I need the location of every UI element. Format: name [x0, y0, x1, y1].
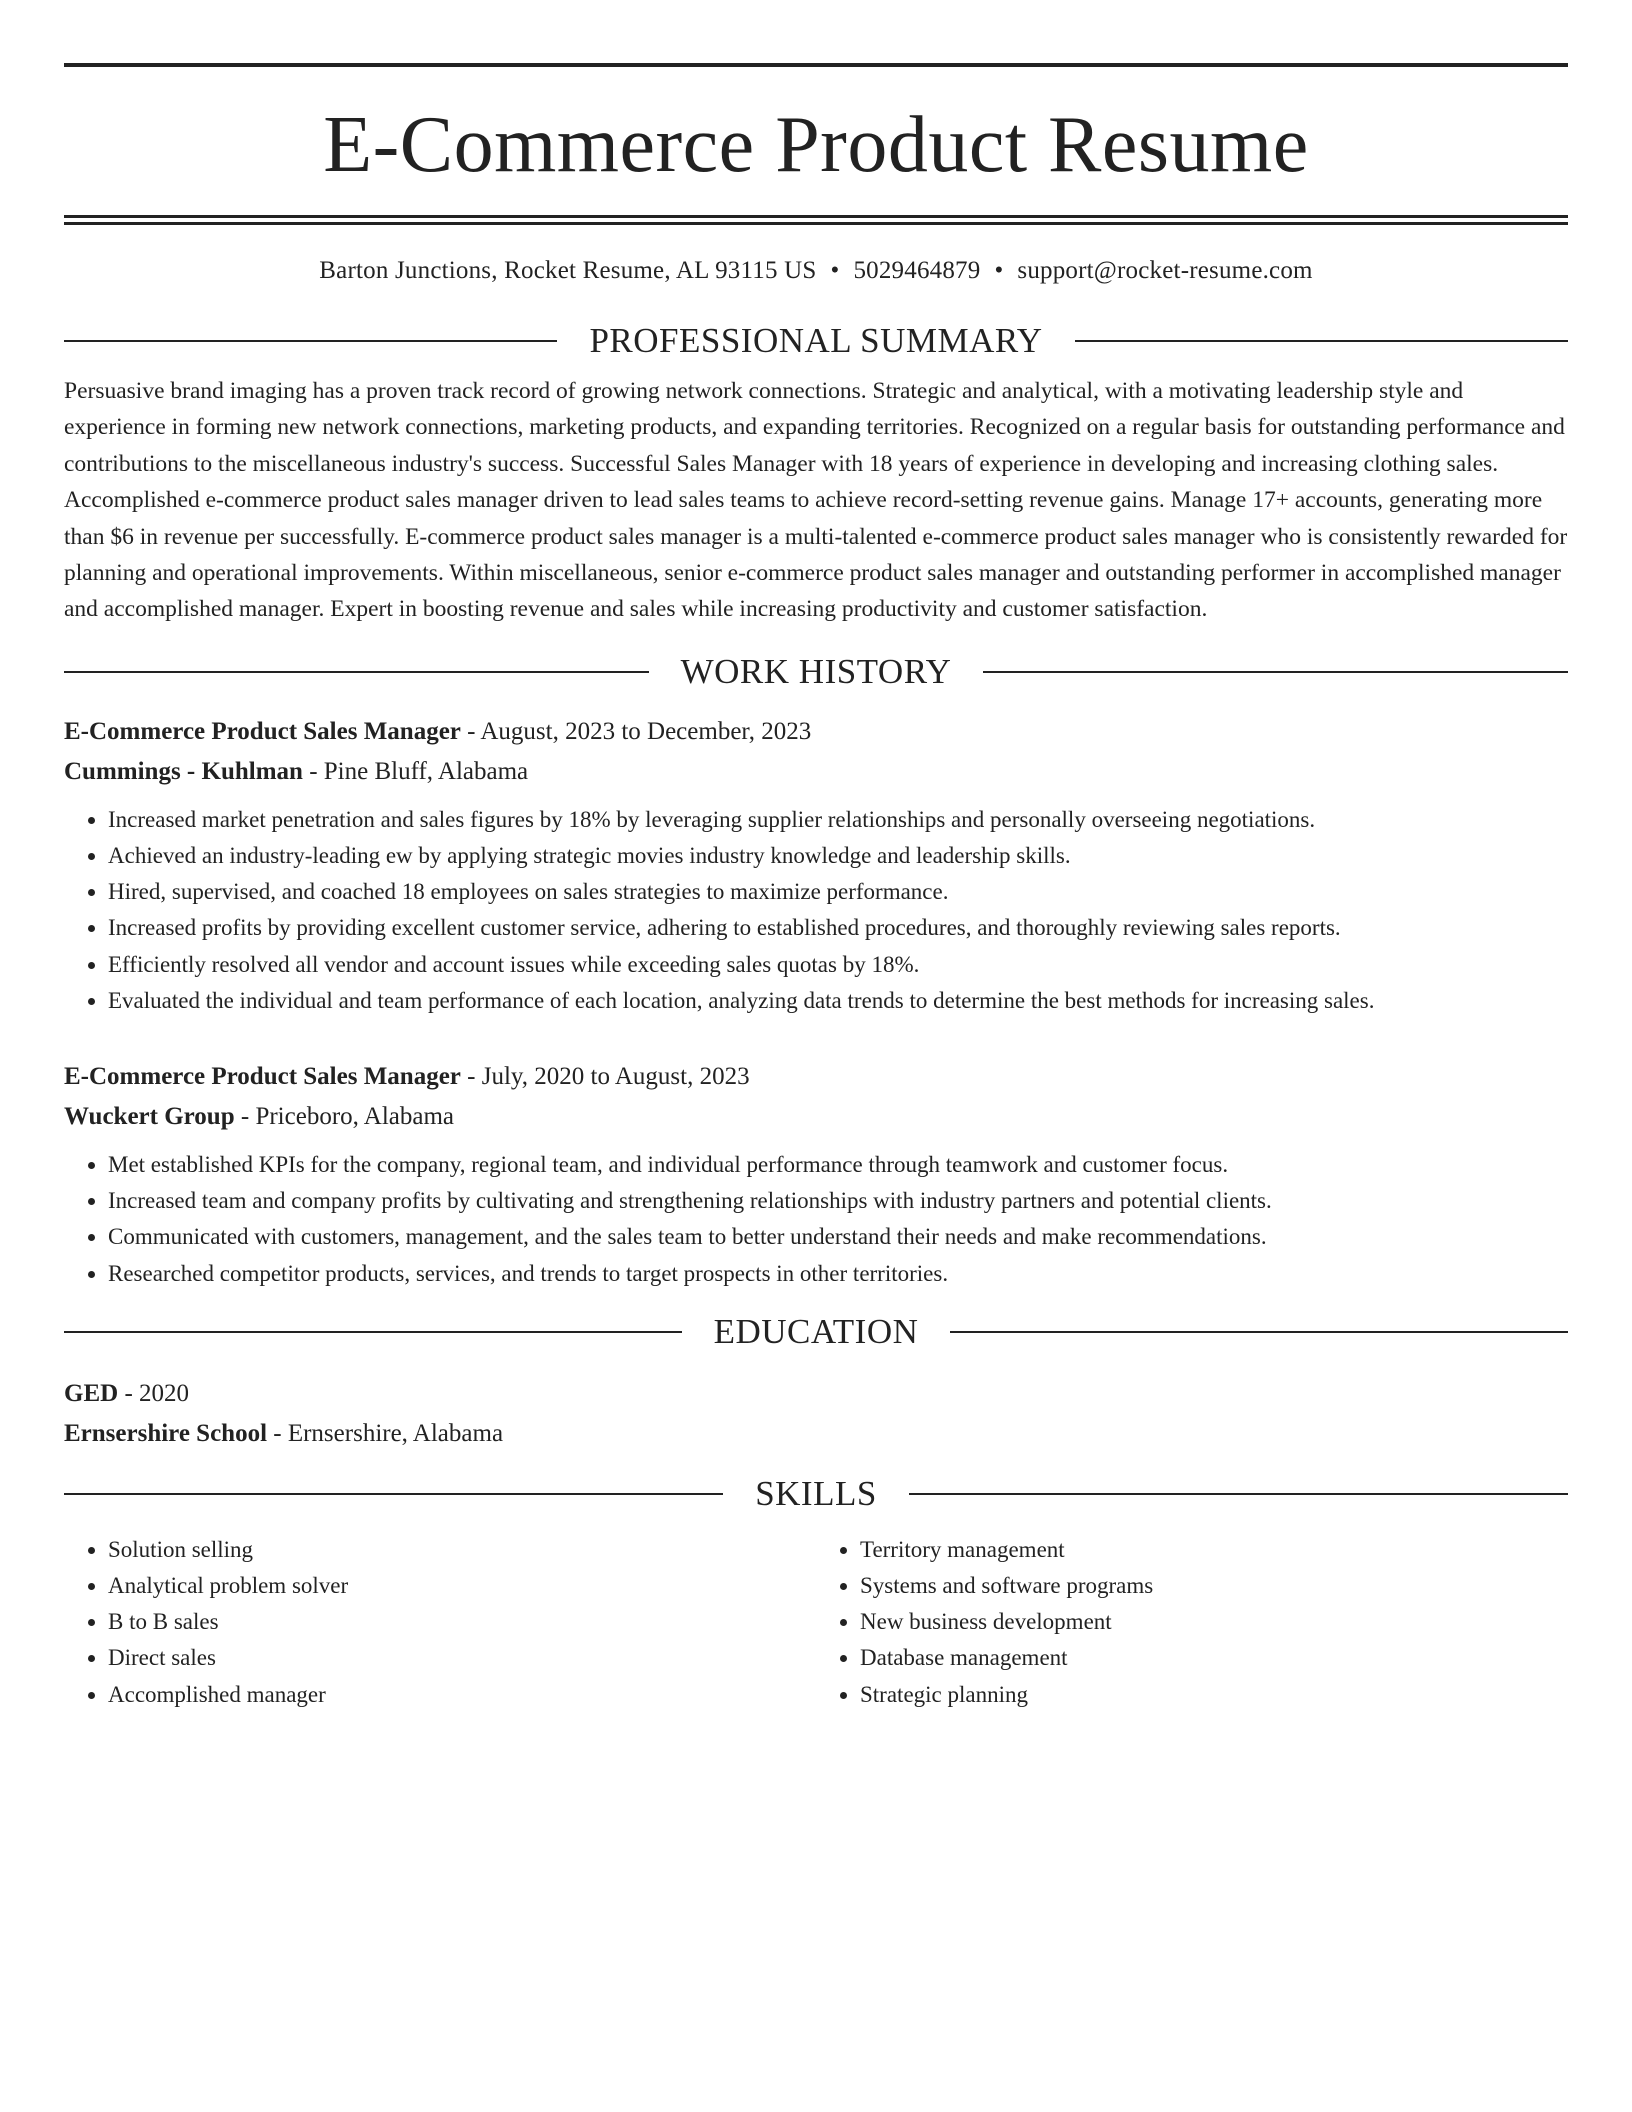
- heading-rule-right: [1075, 340, 1568, 342]
- work-heading: [64, 652, 1568, 692]
- job-dates: - August, 2023 to December, 2023: [460, 717, 812, 745]
- heading-rule-right: [950, 1331, 1568, 1333]
- skill-item: • Systems and software programs: [860, 1568, 1568, 1604]
- heading-rule-left: [64, 1331, 682, 1333]
- skill-item: • Accomplished manager: [108, 1677, 816, 1713]
- job-title-line: [64, 712, 1568, 752]
- skill-item: • Direct sales: [108, 1640, 816, 1676]
- skill-item: • Database management: [860, 1640, 1568, 1676]
- heading-rule-left: [64, 1493, 723, 1495]
- job-company: Wuckert Group: [64, 1103, 235, 1131]
- summary-text: Persuasive brand imaging has a proven track record of growing network connections. Strategic and analytical, with a motivating leadership style and experience in forming new network connections, marketing products, and expanding territories. Recognized on a regular basis for outstanding performance and contributions to the miscellaneous industry's success. Successful Sales Manager with 18 years of experience in developing and increasing clothing sales. Accomplished e-commerce product sales manager driven to lead sales teams to achieve record-setting revenue gains. Manage 17+ accounts, generating more than $6 in revenue per successfully. E-commerce product sales manager is a multi-talented e-commerce product sales manager who is consistently rewarded for planning and operational improvements. Within miscellaneous, senior e-commerce product sales manager and outstanding performer in accomplished manager and accomplished manager. Expert in boosting revenue and sales while increasing productivity and customer satisfaction.: [64, 378, 1568, 623]
- page-title: E-Commerce Product Resume: [323, 101, 1309, 189]
- education-location: - Ernsershire, Alabama: [267, 1419, 504, 1447]
- skills-column-left: [64, 1532, 816, 1713]
- job-bullet: • Hired, supervised, and coached 18 employees on sales strategies to maximize performance.: [108, 874, 1568, 910]
- job-bullet: • Communicated with customers, management, and the sales team to better understand their needs and make recommendations.: [108, 1219, 1568, 1255]
- contact-address: Barton Junctions, Rocket Resume, AL 93115 US: [319, 257, 817, 284]
- title-double-rule: [64, 215, 1568, 225]
- summary-heading-label: PROFESSIONAL SUMMARY: [589, 321, 1043, 360]
- job-bullets: [64, 802, 1568, 1019]
- education-degree: GED: [64, 1379, 119, 1407]
- heading-rule-right: [909, 1493, 1568, 1495]
- job-bullet: • Increased profits by providing excellent customer service, adhering to established procedures, and thoroughly reviewing sales reports.: [108, 910, 1568, 946]
- job-bullet: • Achieved an industry-leading ew by applying strategic movies industry knowledge and leadership skills.: [108, 838, 1568, 874]
- skill-item: • Strategic planning: [860, 1677, 1568, 1713]
- job-bullet: • Met established KPIs for the company, regional team, and individual performance through teamwork and customer focus.: [108, 1147, 1568, 1183]
- contact-separator: •: [994, 257, 1004, 284]
- job-company: Cummings - Kuhlman: [64, 757, 303, 785]
- summary-heading: [64, 321, 1568, 361]
- heading-rule-right: [983, 671, 1568, 673]
- skills-heading: [64, 1474, 1568, 1514]
- skills-heading-label: SKILLS: [755, 1473, 877, 1513]
- job-title-line: [64, 1057, 1568, 1097]
- skills-column-right: [816, 1532, 1568, 1713]
- work-heading-label: WORK HISTORY: [680, 651, 952, 691]
- skill-item: • B to B sales: [108, 1604, 816, 1640]
- education-degree-line: [64, 1374, 1568, 1414]
- job-title: E-Commerce Product Sales Manager: [64, 717, 461, 745]
- contact-email: support@rocket-resume.com: [1017, 257, 1313, 284]
- education-entry: [64, 1374, 1568, 1454]
- contact-separator: •: [830, 257, 840, 284]
- job-bullet: • Efficiently resolved all vendor and account issues while exceeding sales quotas by 18%.: [108, 947, 1568, 983]
- resume-page: [64, 63, 1568, 1713]
- job-bullets: [64, 1147, 1568, 1292]
- education-heading-label: EDUCATION: [713, 1311, 919, 1351]
- job-entry: [64, 712, 1568, 1019]
- skills-list: [64, 1532, 1568, 1713]
- job-bullet: • Increased team and company profits by cultivating and strengthening relationships with industry partners and potential clients.: [108, 1183, 1568, 1219]
- job-entry: [64, 1057, 1568, 1292]
- education-heading: [64, 1312, 1568, 1352]
- job-location: - Priceboro, Alabama: [234, 1103, 454, 1131]
- skill-item: • Territory management: [860, 1532, 1568, 1568]
- job-location: - Pine Bluff, Alabama: [302, 757, 529, 785]
- top-rule: [64, 63, 1568, 67]
- job-bullet: • Increased market penetration and sales figures by 18% by leveraging supplier relationships and personally overseeing negotiations.: [108, 802, 1568, 838]
- job-title: E-Commerce Product Sales Manager: [64, 1063, 461, 1091]
- education-school-line: [64, 1414, 1568, 1454]
- job-dates: - July, 2020 to August, 2023: [460, 1063, 750, 1091]
- job-bullet: • Researched competitor products, services, and trends to target prospects in other territories.: [108, 1256, 1568, 1292]
- heading-rule-left: [64, 340, 557, 342]
- contact-line: [64, 255, 1568, 287]
- education-school: Ernsershire School: [64, 1419, 268, 1447]
- job-company-line: [64, 752, 1568, 792]
- contact-phone: 5029464879: [853, 257, 981, 284]
- job-company-line: [64, 1097, 1568, 1137]
- skill-item: • Analytical problem solver: [108, 1568, 816, 1604]
- job-bullet: • Evaluated the individual and team performance of each location, analyzing data trends to determine the best methods for increasing sales.: [108, 983, 1568, 1019]
- skill-item: • New business development: [860, 1604, 1568, 1640]
- heading-rule-left: [64, 671, 649, 673]
- education-year: - 2020: [118, 1379, 190, 1407]
- skill-item: • Solution selling: [108, 1532, 816, 1568]
